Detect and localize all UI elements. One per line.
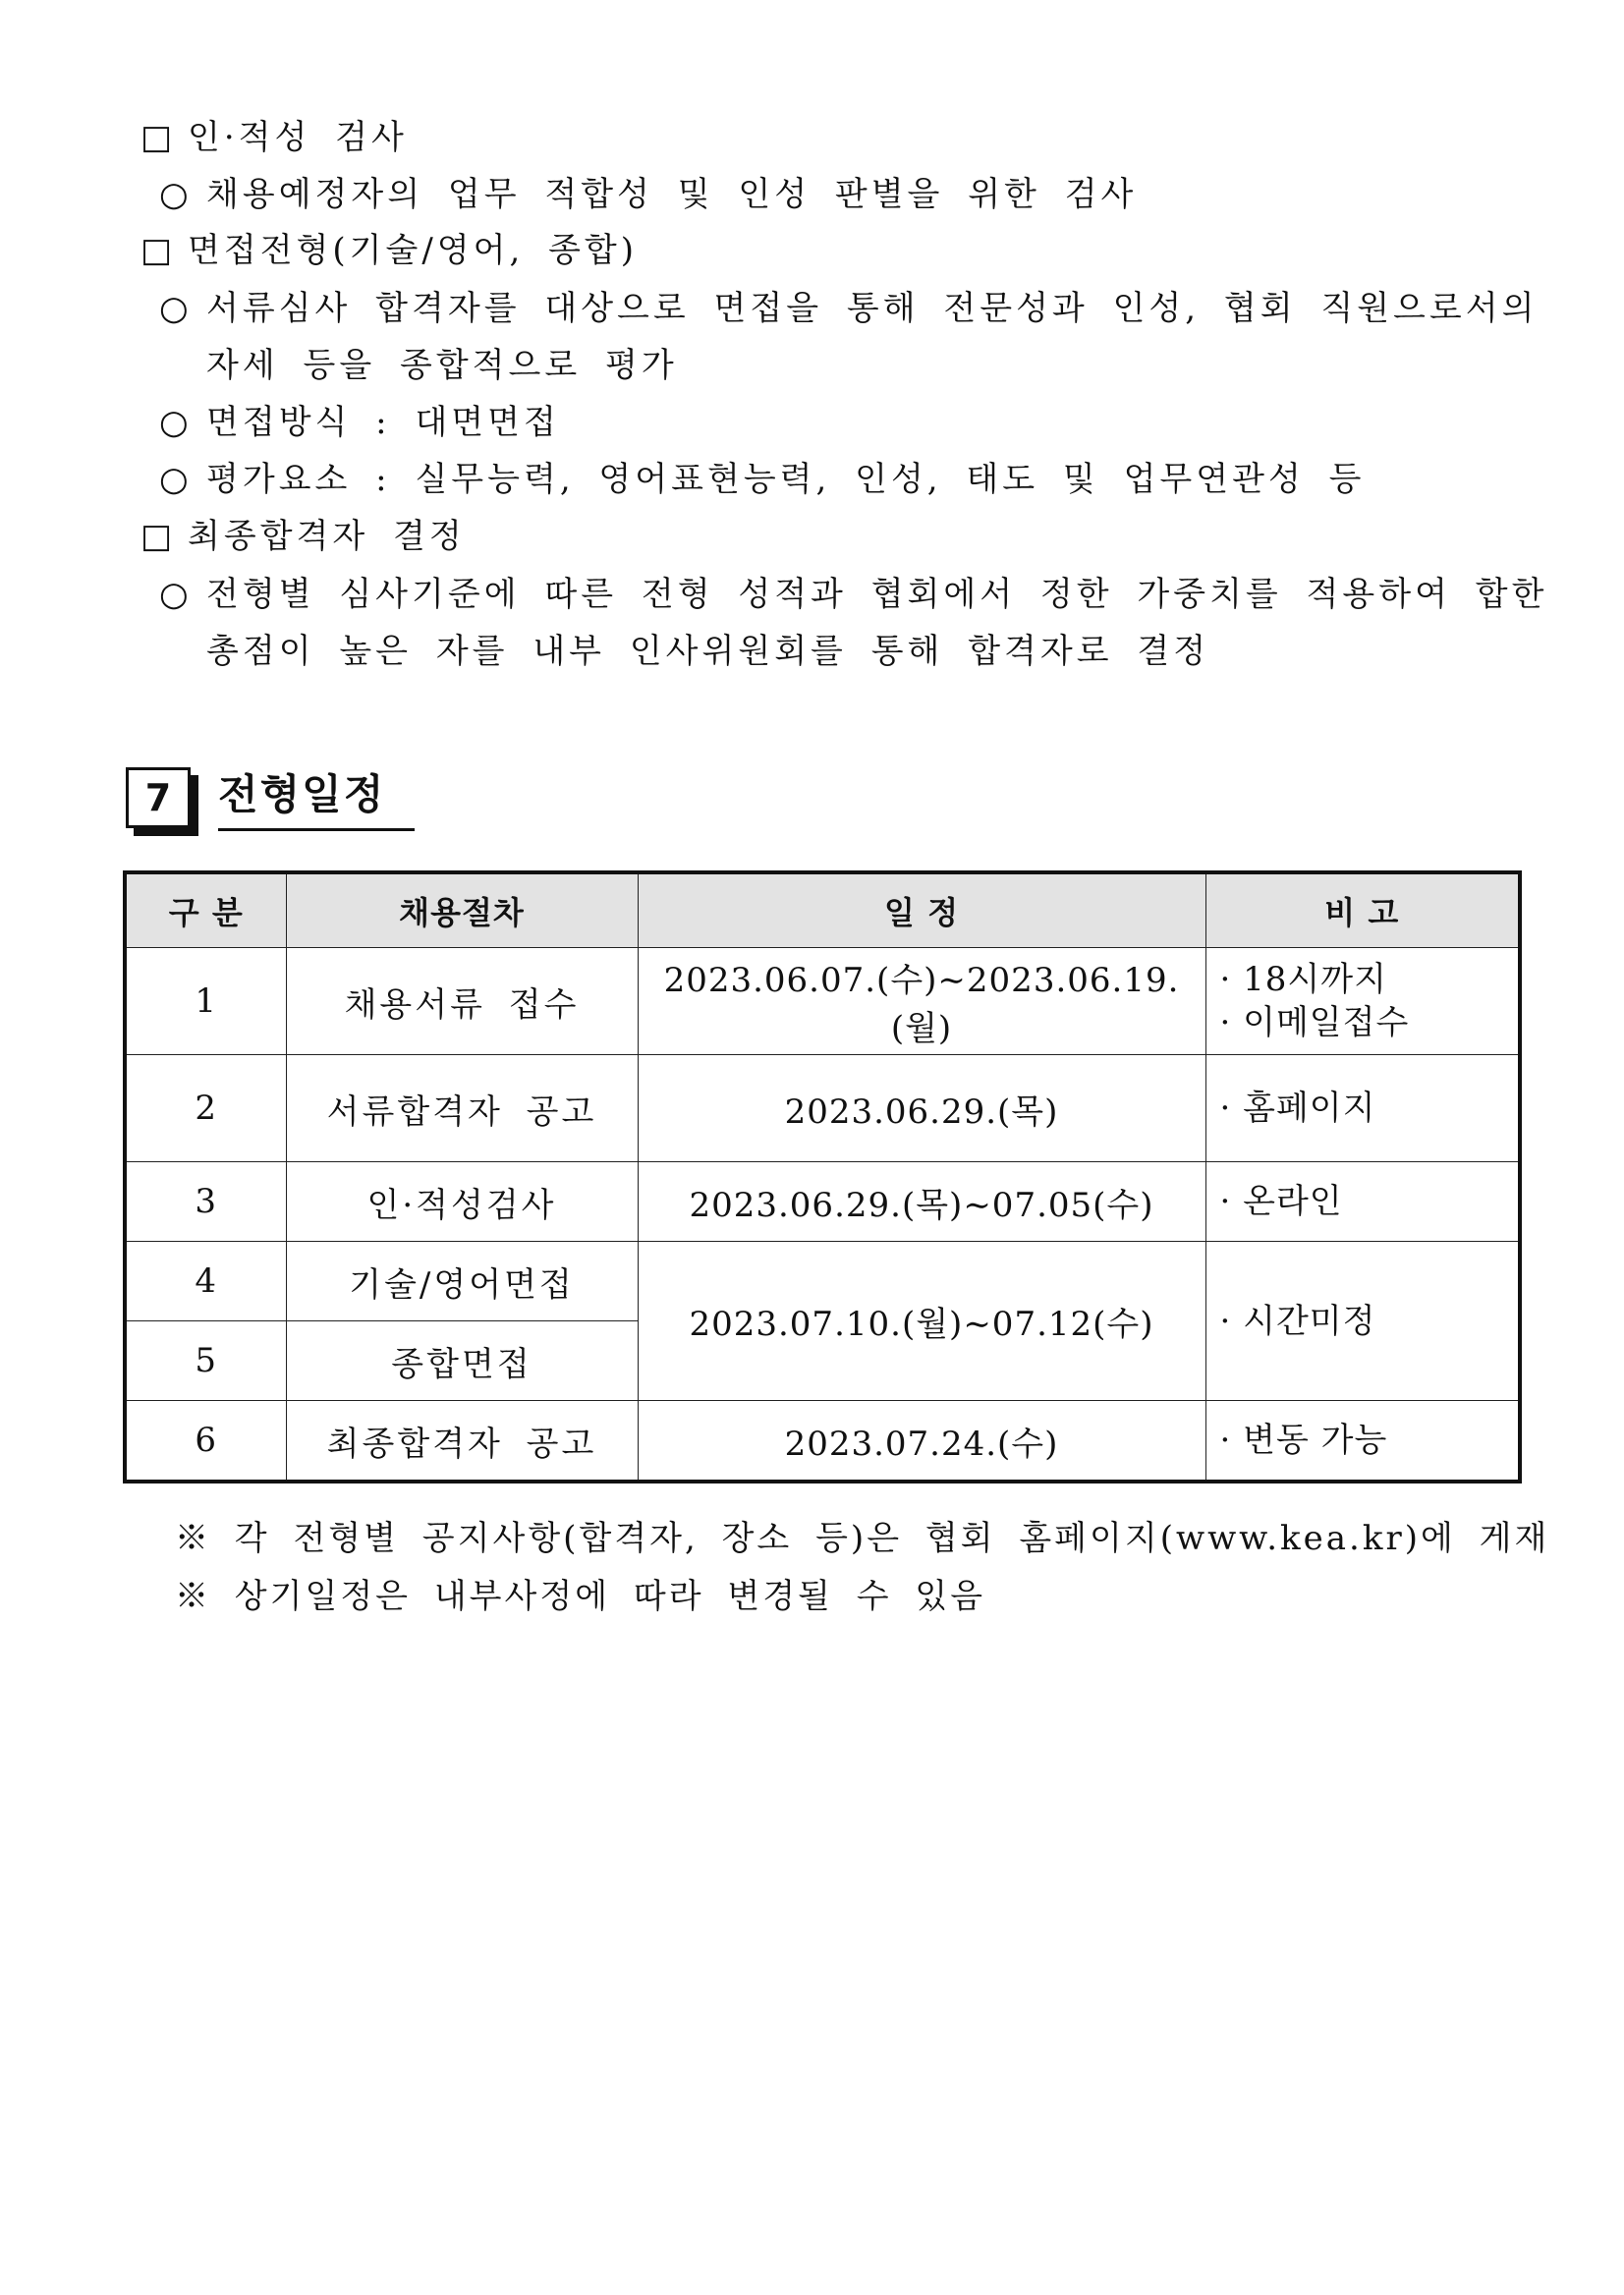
- header-procedure: 채용절차: [286, 872, 638, 948]
- row-schedule: 2023.06.29.(목)∼07.05(수): [638, 1162, 1205, 1242]
- row-schedule: 2023.07.24.(수): [638, 1401, 1205, 1483]
- table-row: [125, 1401, 1520, 1483]
- table-row: [125, 1055, 1520, 1162]
- square-bullet-icon: □: [140, 231, 177, 270]
- bullet-item: ○ 평가요소 : 실무능력, 영어표현능력, 인성, 태도 및 업무연관성 등: [159, 460, 1366, 499]
- circle-bullet-icon: ○: [159, 175, 193, 214]
- row-schedule: 2023.06.07.(수)∼2023.06.19.(월): [638, 948, 1205, 1055]
- row-procedure: 서류합격자 공고: [286, 1055, 638, 1162]
- section-heading-aptitude-test: □ 인·적성 검사: [140, 118, 408, 157]
- row-procedure: 기술/영어면접: [286, 1242, 638, 1321]
- header-schedule: 일 정: [638, 872, 1205, 948]
- section-title: 전형일정: [218, 770, 386, 818]
- row-procedure: 인·적성검사: [286, 1162, 638, 1242]
- row-procedure: 채용서류 접수: [286, 948, 638, 1055]
- row-number: 2: [125, 1055, 286, 1162]
- bullet-item: ○ 전형별 심사기준에 따른 전형 성적과 협회에서 정한 가중치를 적용하여 합한: [159, 575, 1548, 614]
- row-procedure: 종합면접: [286, 1321, 638, 1401]
- row-remarks: · 시간미정: [1205, 1242, 1520, 1401]
- footnote: ※ 각 전형별 공지사항(합격자, 장소 등)은 협회 홈페이지(www.kea.kr)에 게재: [175, 1519, 1550, 1558]
- bullet-item: ○ 서류심사 합격자를 대상으로 면접을 통해 전문성과 인성, 협회 직원으로서의: [159, 289, 1539, 328]
- table-row: [125, 1242, 1520, 1321]
- circle-bullet-icon: ○: [159, 460, 193, 499]
- circle-bullet-icon: ○: [159, 575, 193, 614]
- row-remarks: · 변동 가능: [1205, 1401, 1520, 1483]
- footnote: ※ 상기일정은 내부사정에 따라 변경될 수 있음: [175, 1577, 986, 1616]
- section-heading-interview: □ 면접전형(기술/영어, 종합): [140, 231, 639, 270]
- schedule-table: [123, 870, 1522, 1483]
- circle-bullet-icon: ○: [159, 403, 193, 442]
- row-number: 1: [125, 948, 286, 1055]
- table-row: [125, 1162, 1520, 1242]
- row-schedule: 2023.07.10.(월)∼07.12(수): [638, 1242, 1205, 1401]
- bullet-item: ○ 채용예정자의 업무 적합성 및 인성 판별을 위한 검사: [159, 175, 1138, 214]
- square-bullet-icon: □: [140, 517, 177, 556]
- row-number: 3: [125, 1162, 286, 1242]
- row-number: 5: [125, 1321, 286, 1401]
- bullet-item-continuation: 총점이 높은 자를 내부 인사위원회를 통해 합격자로 결정: [206, 632, 1210, 671]
- section-number-badge: 7: [126, 767, 191, 828]
- square-bullet-icon: □: [140, 118, 177, 157]
- row-schedule: 2023.06.29.(목): [638, 1055, 1205, 1162]
- row-remarks: · 홈페이지: [1205, 1055, 1520, 1162]
- table-header-row: [125, 872, 1520, 948]
- section-heading-final-decision: □ 최종합격자 결정: [140, 517, 466, 556]
- row-remarks: · 18시까지 · 이메일접수: [1205, 948, 1520, 1055]
- row-remarks: · 온라인: [1205, 1162, 1520, 1242]
- table-row: [125, 948, 1520, 1055]
- bullet-item-continuation: 자세 등을 종합적으로 평가: [206, 346, 678, 385]
- row-number: 4: [125, 1242, 286, 1321]
- bullet-item: ○ 면접방식 : 대면면접: [159, 403, 560, 442]
- circle-bullet-icon: ○: [159, 289, 193, 328]
- header-remarks: 비 고: [1205, 872, 1520, 948]
- header-category: 구 분: [125, 872, 286, 948]
- row-number: 6: [125, 1401, 286, 1483]
- section-title-underline: [218, 828, 415, 831]
- row-procedure: 최종합격자 공고: [286, 1401, 638, 1483]
